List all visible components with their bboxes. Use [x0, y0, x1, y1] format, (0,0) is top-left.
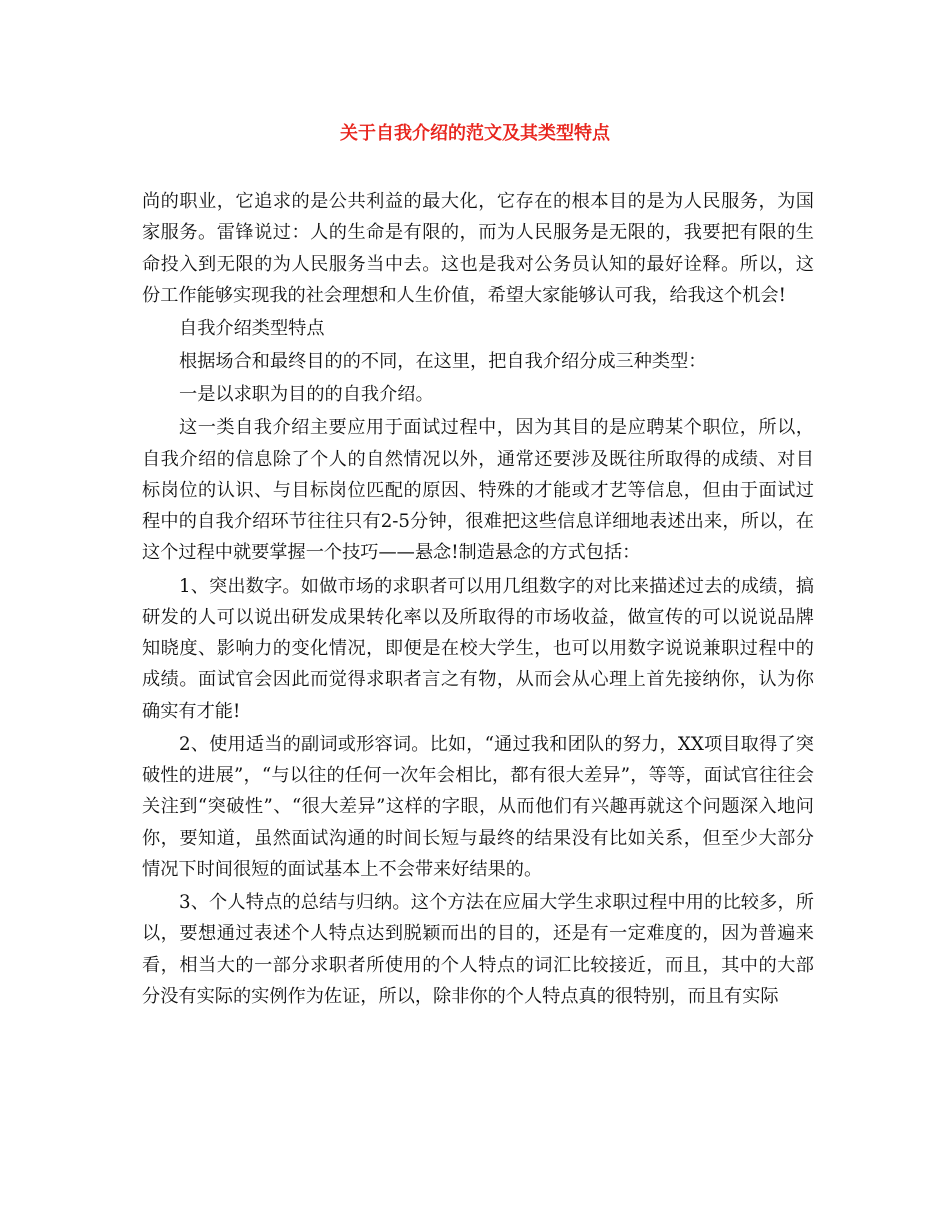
paragraph-type-one-detail: 这一类自我介绍主要应用于面试过程中，因为其目的是应聘某个职位，所以，自我介绍的信息除了个人的自然情况以外，通常还要涉及既往所取得的成绩、对目标岗位的认识、与目标岗位匹配的原因、特殊的才能或才艺等信息，但由于面试过程中的自我介绍环节往往只有2-5分钟，很难把这些信息详细地表述出来，所以，在这个过程中就要掌握一个技巧——悬念!制造悬念的方式包括：: [142, 417, 814, 564]
section-heading: 自我介绍类型特点: [179, 317, 325, 339]
paragraph-point-1: 1、突出数字。如做市场的求职者可以用几组数字的对比来描述过去的成绩，搞研发的人可以说出研发成果转化率以及所取得的市场收益，做宣传的可以说说品牌知晓度、影响力的变化情况，即便是在校大学生，也可以用数字说说兼职过程中的成绩。面试官会因此而觉得求职者言之有物，从而会从心理上首先接纳你，认为你确实有才能!: [142, 575, 814, 722]
document-body: [142, 186, 814, 1014]
paragraph-point-2: 2、使用适当的副词或形容词。比如，“通过我和团队的努力，XX项目取得了突破性的进展”，“与以往的任何一次年会相比，都有很大差异”，等等，面试官往往会关注到“突破性”、“很大差异”这样的字眼，从而他们有兴趣再就这个问题深入地问你，要知道，虽然面试沟通的时间长短与最终的结果没有比如关系，但至少大部分情况下时间很短的面试基本上不会带来好结果的。: [142, 733, 814, 881]
paragraph-continuation: 尚的职业，它追求的是公共利益的最大化，它存在的根本目的是为人民服务，为国家服务。雷锋说过：人的生命是有限的，而为人民服务是无限的，我要把有限的生命投入到无限的为人民服务当中去。这也是我对公务员认知的最好诠释。所以，这份工作能够实现我的社会理想和人生价值，希望大家能够认可我，给我这个机会!: [142, 191, 814, 306]
paragraph-type-one: 一是以求职为目的的自我介绍。: [179, 384, 434, 406]
paragraph-intro: 根据场合和最终目的的不同，在这里，把自我介绍分成三种类型：: [179, 351, 707, 373]
paragraph-point-3: 3、个人特点的总结与归纳。这个方法在应届大学生求职过程中用的比较多，所以，要想通过表述个人特点达到脱颖而出的目的，还是有一定难度的，因为普遍来看，相当大的一部分求职者所使用的个人特点的词汇比较接近，而且，其中的大部分没有实际的实例作为佐证，所以，除非你的个人特点真的很特别，而且有实际: [142, 892, 814, 1007]
document-title: 关于自我介绍的范文及其类型特点: [340, 123, 610, 144]
